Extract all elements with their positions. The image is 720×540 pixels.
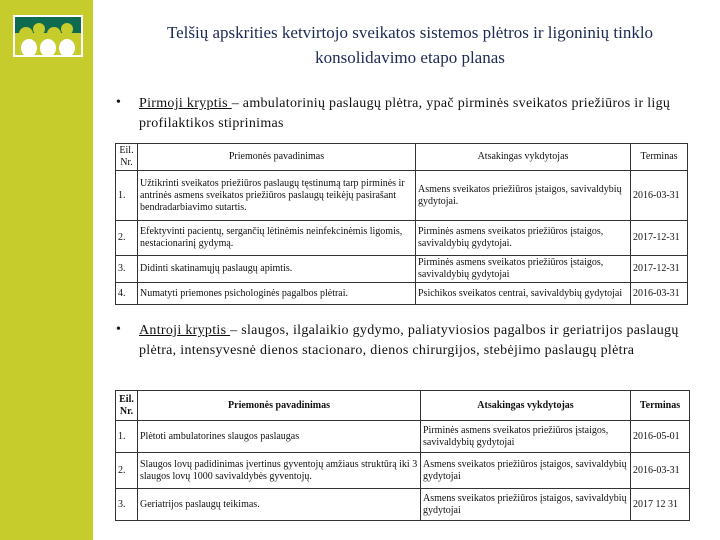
cell-resp: Asmens sveikatos priežiūros įstaigos, savivaldybių gydytojai. [416,171,631,221]
sidebar-band [0,0,93,540]
header-term: Terminas [631,144,688,171]
header-name: Priemonės pavadinimas [138,391,421,421]
cell-nr: 2. [116,453,138,489]
section2-rest: – slaugos, ilgalaikio gydymo, paliatyviosios pagalbos ir geriatrijos paslaugų plėtra, intensyvesnė dienos stacionaro, dienos chirurgijos, stebėjimo paslaugų plėtra [139,323,679,358]
cell-name: Geriatrijos paslaugų teikimas. [138,489,421,521]
cell-nr: 1. [116,171,138,221]
cell-name: Slaugos lovų padidinimas įvertinus gyventojų amžiaus struktūrą iki 3 slaugos lovų 1000 savivaldybės gyventojų. [138,453,421,489]
table-priority-2 [115,390,690,521]
header-resp: Atsakingas vykdytojas [416,144,631,171]
logo [13,15,83,57]
bullet: • [116,95,121,110]
section1-rest: – ambulatorinių paslaugų plėtra, ypač pirminės sveikatos priežiūros ir ligų profilaktikos stiprinimas [139,96,671,131]
cell-nr: 3. [116,489,138,521]
cell-nr: 1. [116,421,138,453]
cell-term: 2017-12-31 [631,256,688,283]
table-row [116,283,688,305]
page-title: Telšių apskrities ketvirtojo sveikatos sistemos plėtros ir ligoninių tinklo konsolidavimo etapo planas [166,23,654,67]
table-row [116,453,690,489]
cell-resp: Pirminės asmens sveikatos priežiūros įstaigos, savivaldybių gydytojai [416,256,631,283]
table-row [116,421,690,453]
table-row [116,489,690,521]
header-nr: Eil. Nr. [116,391,138,421]
header-nr: Eil. Nr. [116,144,138,171]
cell-name: Numatyti priemones psichologinės pagalbos plėtrai. [138,283,416,305]
cell-term: 2016-03-31 [631,283,688,305]
cell-term: 2016-03-31 [631,453,690,489]
header-name: Priemonės pavadinimas [138,144,416,171]
cell-nr: 3. [116,256,138,283]
cell-name: Efektyvinti pacientų, sergančių lėtinėmis neinfekcinėmis ligomis, nestacionarinį gydymą. [138,221,416,256]
header-term: Terminas [631,391,690,421]
table-row [116,221,688,256]
table-priority-1 [115,143,688,305]
section1-text [139,94,699,134]
cell-resp: Psichikos sveikatos centrai, savivaldybių gydytojai [416,283,631,305]
cell-nr: 2. [116,221,138,256]
bullet: • [116,322,121,337]
cell-name: Plėtoti ambulatorines slaugos paslaugas [138,421,421,453]
cell-name: Užtikrinti sveikatos priežiūros paslaugų tęstinumą tarp pirminės ir antrinės asmens sveikatos priežiūros paslaugų teikėjų pasirašant bendradarbiavimo sutartis. [138,171,416,221]
cell-nr: 4. [116,283,138,305]
section2-text [139,321,699,361]
cell-term: 2016-05-01 [631,421,690,453]
section1-lead: Pirmoji kryptis [139,96,232,111]
table-row [116,171,688,221]
cell-term: 2017-12-31 [631,221,688,256]
cell-resp: Pirminės asmens sveikatos priežiūros įstaigos, savivaldybių gydytojai. [416,221,631,256]
cell-term: 2017 12 31 [631,489,690,521]
cell-resp: Asmens sveikatos priežiūros įstaigos, savivaldybių gydytojai [421,489,631,521]
cell-term: 2016-03-31 [631,171,688,221]
cell-resp: Pirminės asmens sveikatos priežiūros įstaigos, savivaldybių gydytojai [421,421,631,453]
header-resp: Atsakingas vykdytojas [421,391,631,421]
table-row [116,256,688,283]
cell-name: Didinti skatinamųjų paslaugų apimtis. [138,256,416,283]
section2-lead: Antroji kryptis [139,323,231,338]
cell-resp: Asmens sveikatos priežiūros įstaigos, savivaldybių gydytojai [421,453,631,489]
